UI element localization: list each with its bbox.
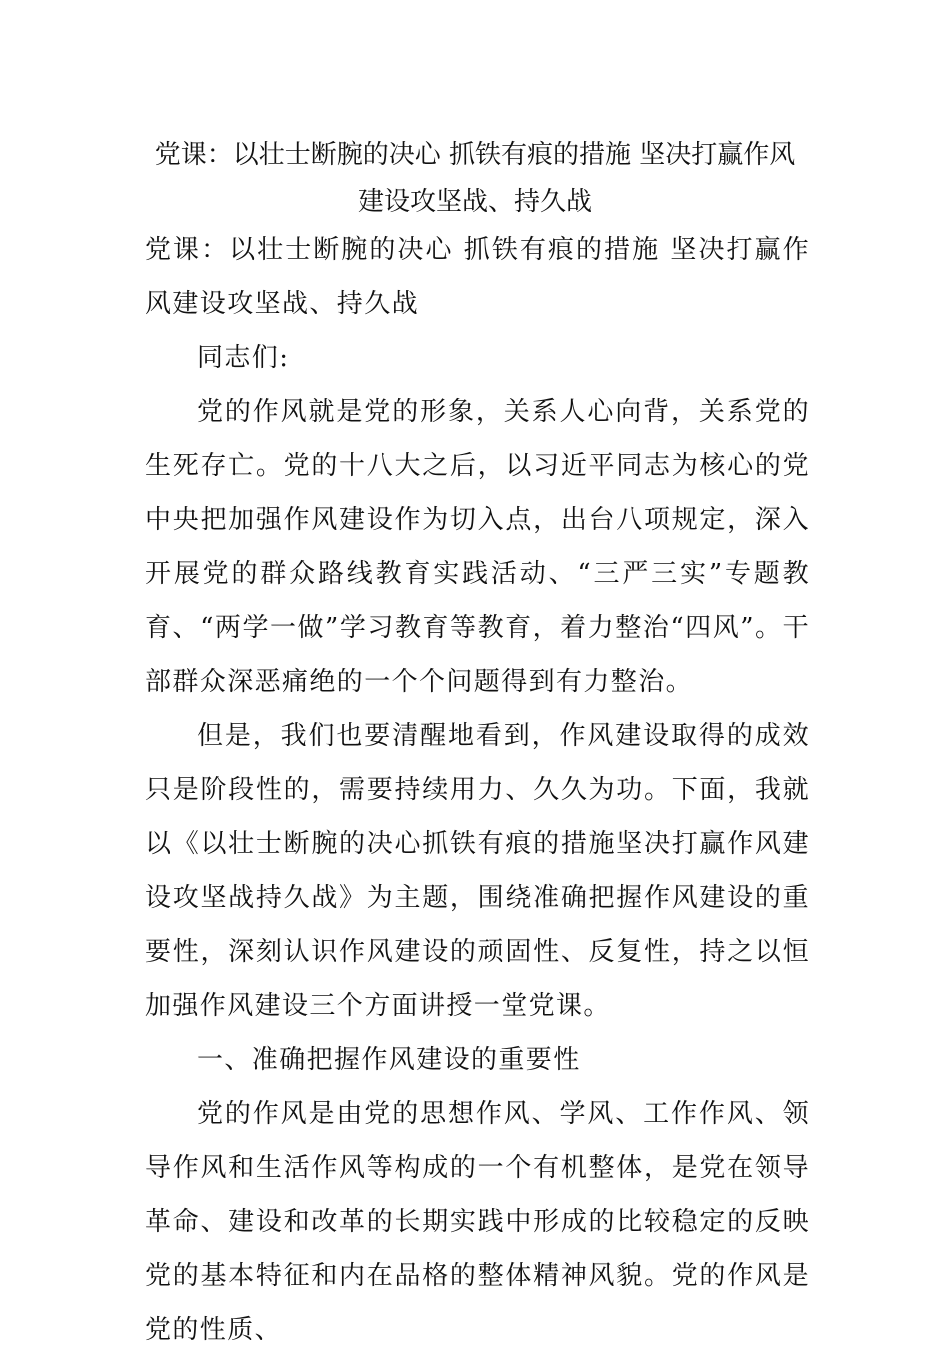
section-heading: 一、准确把握作风建设的重要性 [197,1045,581,1075]
section-paragraph: 党的作风是由党的思想作风、学风、工作作风、领导作风和生活作风等构成的一个有机整体，是党在领导革命、建设和改革的长期实践中形成的比较稳定的反映党的基本特征和内在品格的整体精神风貌。党的作风是党的性质、 [145,1099,810,1345]
body-paragraph: 党的作风就是党的形象，关系人心向背，关系党的生死存亡。党的十八大之后，以习近平同志为核心的党中央把加强作风建设作为切入点，出台八项规定，深入开展党的群众路线教育实践活动、“三严三实”专题教育、“两学一做”学习教育等教育，着力整治“四风”。干部群众深恶痛绝的一个个问题得到有力整治。 [145,397,810,697]
document-title-line-1: 党课：以壮士断腕的决心 抓铁有痕的措施 坚决打赢作风 [154,140,796,170]
salutation: 同志们: [197,343,290,373]
subtitle-paragraph: 党课：以壮士断腕的决心 抓铁有痕的措施 坚决打赢作风建设攻坚战、持久战 [145,235,810,319]
document-body [145,223,810,1357]
document-title-line-2: 建设攻坚战、持久战 [357,187,592,217]
body-paragraph: 但是，我们也要清醒地看到，作风建设取得的成效只是阶段性的，需要持续用力、久久为功。下面，我就以《以壮士断腕的决心抓铁有痕的措施坚决打赢作风建设攻坚战持久战》为主题，围绕准确把握作风建设的重要性，深刻认识作风建设的顽固性、反复性，持之以恒加强作风建设三个方面讲授一堂党课。 [145,721,810,1021]
